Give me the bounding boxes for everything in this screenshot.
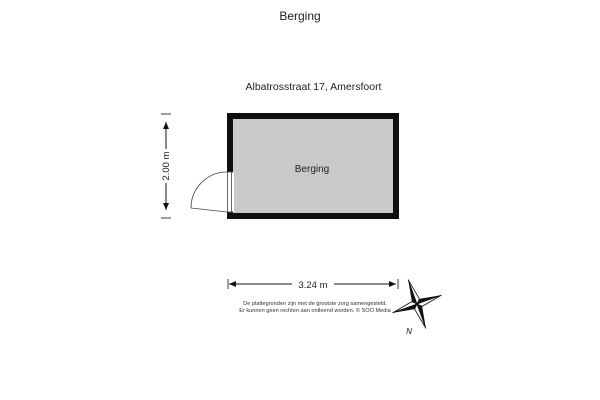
height-dimension-label: 2.00 m	[161, 151, 172, 181]
plan-title: Berging	[279, 9, 321, 23]
width-dimension-label: 3.24 m	[298, 280, 328, 291]
disclaimer-line-2: Er kunnen geen rechten aan ontleend worden. © SOO Media	[239, 308, 391, 315]
room-label-berging: Berging	[294, 164, 330, 175]
door-swing-leg	[191, 208, 227, 212]
door-swing-arc	[191, 172, 227, 208]
disclaimer	[200, 301, 430, 316]
address-label: Albatrosstraat 17, Amersfoort	[245, 81, 382, 93]
compass-north-label: N	[406, 327, 412, 336]
disclaimer-line-1: De plattegronden zijn met de grootste zorg samengesteld.	[243, 301, 387, 307]
door-leaf	[228, 172, 232, 212]
